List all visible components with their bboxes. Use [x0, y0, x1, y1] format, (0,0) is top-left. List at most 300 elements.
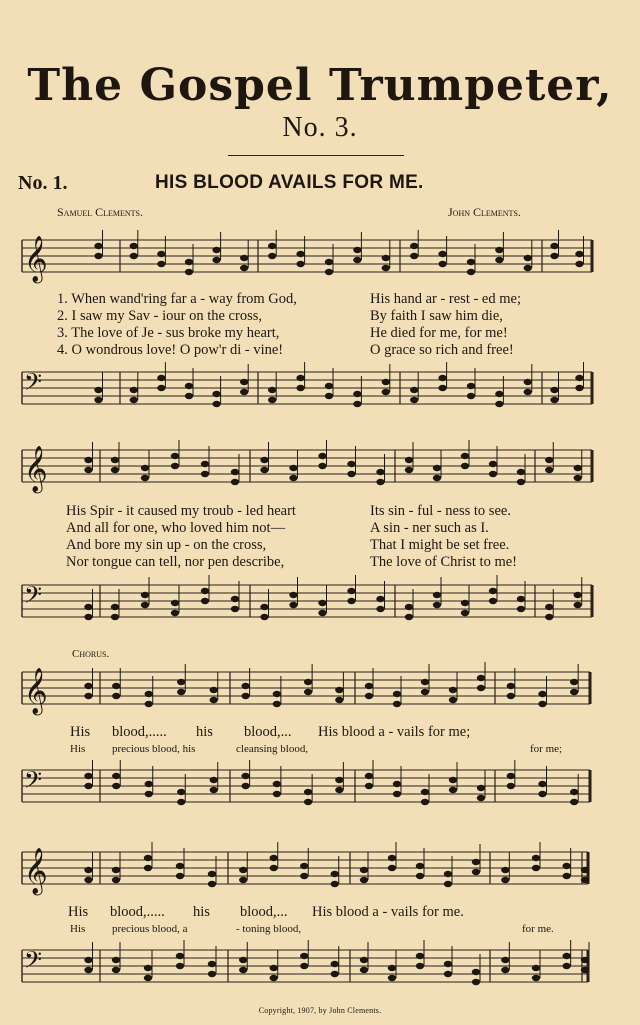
verse-3-line-2-a: And bore my sin up - on the cross, — [66, 537, 267, 553]
note-head — [472, 979, 480, 985]
chorus-line-2-c: his — [193, 904, 210, 920]
note-head — [517, 479, 525, 485]
chorus-line-1 — [0, 724, 640, 742]
bass-clef-icon: 𝄢 — [24, 368, 43, 401]
note-head — [239, 867, 247, 873]
note-head — [545, 467, 553, 473]
note-head — [185, 393, 193, 399]
note-head — [239, 877, 247, 883]
note-head — [84, 693, 92, 699]
chorus-line-1-a: His — [70, 724, 91, 740]
note-head — [289, 465, 297, 471]
note-head — [335, 697, 343, 703]
note-head — [201, 461, 209, 467]
note-head — [260, 604, 268, 610]
note-head — [171, 463, 179, 469]
note-head — [145, 791, 153, 797]
note-head — [570, 679, 578, 685]
note-head — [111, 604, 119, 610]
note-head — [393, 781, 401, 787]
note-head — [241, 693, 249, 699]
note-head — [376, 596, 384, 602]
note-head — [177, 689, 185, 695]
note-head — [477, 685, 485, 691]
chorus-alto-line-2-d: for me. — [522, 923, 554, 935]
note-head — [570, 689, 578, 695]
note-head — [176, 863, 184, 869]
note-head — [562, 873, 570, 879]
note-head — [335, 687, 343, 693]
note-head — [393, 791, 401, 797]
note-head — [296, 385, 304, 391]
chorus-line-1-e: His blood a - vails for me; — [318, 724, 471, 740]
verse-4-line-1 — [0, 342, 640, 360]
note-head — [112, 877, 120, 883]
note-head — [433, 465, 441, 471]
note-head — [449, 777, 457, 783]
note-head — [141, 602, 149, 608]
note-head — [388, 865, 396, 871]
note-head — [268, 397, 276, 403]
note-head — [388, 975, 396, 981]
note-head — [472, 869, 480, 875]
note-head — [157, 261, 165, 267]
note-head — [212, 391, 220, 397]
note-head — [240, 255, 248, 261]
note-head — [444, 871, 452, 877]
treble-staff-system-4 — [0, 842, 640, 902]
note-head — [574, 602, 582, 608]
note-head — [489, 471, 497, 477]
note-head — [410, 397, 418, 403]
note-head — [325, 393, 333, 399]
note-head — [260, 467, 268, 473]
note-head — [495, 257, 503, 263]
note-head — [335, 777, 343, 783]
note-head — [517, 469, 525, 475]
note-head — [438, 251, 446, 257]
note-head — [210, 697, 218, 703]
chorus-line-2-d: blood,... — [240, 904, 288, 920]
note-head — [382, 379, 390, 385]
note-head — [212, 257, 220, 263]
note-head — [208, 971, 216, 977]
treble-staff-system-1 — [0, 230, 640, 290]
note-head — [421, 799, 429, 805]
note-head — [144, 975, 152, 981]
treble-clef-icon: 𝄞 — [24, 848, 48, 894]
note-head — [524, 265, 532, 271]
chorus-line-2-a: His — [68, 904, 89, 920]
note-head — [208, 871, 216, 877]
note-head — [241, 683, 249, 689]
note-head — [410, 243, 418, 249]
note-head — [461, 610, 469, 616]
note-head — [241, 773, 249, 779]
note-head — [185, 269, 193, 275]
note-head — [273, 701, 281, 707]
note-head — [353, 257, 361, 263]
note-head — [260, 457, 268, 463]
note-head — [268, 253, 276, 259]
note-head — [325, 259, 333, 265]
note-head — [524, 255, 532, 261]
note-head — [208, 881, 216, 887]
note-head — [112, 967, 120, 973]
note-head — [347, 461, 355, 467]
note-head — [467, 383, 475, 389]
note-head — [157, 375, 165, 381]
note-head — [575, 251, 583, 257]
note-head — [550, 243, 558, 249]
note-head — [94, 397, 102, 403]
chorus-alto-line-2-b: precious blood, a — [112, 923, 188, 935]
note-head — [472, 969, 480, 975]
note-head — [273, 791, 281, 797]
note-head — [240, 379, 248, 385]
chorus-line-2-e: His blood a - vails for me. — [312, 904, 464, 920]
bass-clef-icon: 𝄢 — [24, 946, 43, 979]
note-head — [111, 614, 119, 620]
note-head — [382, 389, 390, 395]
note-head — [300, 863, 308, 869]
note-head — [501, 877, 509, 883]
note-head — [141, 592, 149, 598]
note-head — [84, 877, 92, 883]
note-head — [570, 789, 578, 795]
note-head — [270, 865, 278, 871]
note-head — [532, 865, 540, 871]
treble-clef-icon: 𝄞 — [24, 668, 48, 714]
chorus-label: Chorus. — [72, 648, 110, 660]
note-head — [176, 953, 184, 959]
note-head — [495, 247, 503, 253]
note-head — [177, 789, 185, 795]
note-head — [325, 269, 333, 275]
chorus-line-1-b: blood,..... — [112, 724, 167, 740]
note-head — [461, 463, 469, 469]
note-head — [260, 614, 268, 620]
note-head — [331, 961, 339, 967]
chorus-alto-line-2-c: - toning blood, — [236, 923, 302, 935]
note-head — [331, 881, 339, 887]
note-head — [347, 588, 355, 594]
note-head — [545, 614, 553, 620]
composer-credit: John Clements. — [448, 205, 521, 219]
note-head — [84, 773, 92, 779]
note-head — [545, 457, 553, 463]
note-head — [517, 606, 525, 612]
verse-3-line-2 — [0, 537, 640, 555]
note-head — [210, 777, 218, 783]
note-head — [130, 387, 138, 393]
verse-2-line-1-b: By faith I saw him die, — [370, 308, 503, 324]
treble-staff-system-3 — [0, 662, 640, 722]
note-head — [144, 855, 152, 861]
title-divider — [228, 155, 404, 156]
treble-staff-system-2 — [0, 440, 640, 500]
note-head — [84, 783, 92, 789]
note-head — [416, 863, 424, 869]
note-head — [289, 592, 297, 598]
note-head — [507, 693, 515, 699]
note-head — [550, 253, 558, 259]
note-head — [331, 971, 339, 977]
note-head — [574, 465, 582, 471]
note-head — [112, 693, 120, 699]
note-head — [416, 963, 424, 969]
verse-2-line-2 — [0, 520, 640, 538]
note-head — [353, 391, 361, 397]
bass-staff-system-2 — [0, 575, 640, 635]
note-head — [376, 479, 384, 485]
chorus-line-1-d: blood,... — [244, 724, 292, 740]
book-title: The Gospel Trumpeter, — [27, 60, 613, 111]
note-head — [145, 781, 153, 787]
note-head — [562, 863, 570, 869]
note-head — [84, 683, 92, 689]
note-head — [210, 687, 218, 693]
note-head — [495, 391, 503, 397]
note-head — [405, 467, 413, 473]
note-head — [240, 265, 248, 271]
note-head — [112, 957, 120, 963]
note-head — [231, 469, 239, 475]
note-head — [300, 873, 308, 879]
note-head — [318, 600, 326, 606]
note-head — [382, 255, 390, 261]
note-head — [300, 963, 308, 969]
note-head — [467, 259, 475, 265]
note-head — [575, 385, 583, 391]
note-head — [489, 461, 497, 467]
note-head — [157, 385, 165, 391]
verse-4-line-1-b: O grace so rich and free! — [370, 342, 514, 358]
note-head — [507, 683, 515, 689]
note-head — [538, 691, 546, 697]
note-head — [532, 975, 540, 981]
verse-1-line-2-a: His Spir - it caused my troub - led heart — [66, 503, 296, 519]
note-head — [393, 701, 401, 707]
note-head — [365, 783, 373, 789]
note-head — [449, 787, 457, 793]
note-head — [489, 598, 497, 604]
note-head — [575, 375, 583, 381]
note-head — [538, 701, 546, 707]
note-head — [467, 269, 475, 275]
note-head — [231, 596, 239, 602]
note-head — [111, 457, 119, 463]
verse-3-line-1 — [0, 325, 640, 343]
note-head — [550, 397, 558, 403]
note-head — [201, 588, 209, 594]
note-head — [289, 602, 297, 608]
note-head — [112, 773, 120, 779]
note-head — [365, 773, 373, 779]
verse-4-line-2-b: The love of Christ to me! — [370, 554, 517, 570]
note-head — [296, 261, 304, 267]
verse-3-line-2-b: That I might be set free. — [370, 537, 510, 553]
note-head — [438, 375, 446, 381]
note-head — [489, 588, 497, 594]
note-head — [477, 785, 485, 791]
note-head — [365, 693, 373, 699]
chorus-alto-line-1-c: cleansing blood, — [236, 743, 309, 755]
note-head — [444, 961, 452, 967]
note-head — [304, 799, 312, 805]
verse-1-line-1-b: His hand ar - rest - ed me; — [370, 291, 521, 307]
note-head — [318, 610, 326, 616]
note-head — [405, 457, 413, 463]
note-head — [171, 610, 179, 616]
note-head — [318, 463, 326, 469]
verse-2-line-2-a: And all for one, who loved him not— — [66, 520, 286, 536]
bass-staff-system-4 — [0, 940, 640, 1000]
chorus-alto-line-1 — [0, 743, 640, 761]
note-head — [570, 799, 578, 805]
note-head — [393, 691, 401, 697]
note-head — [94, 387, 102, 393]
note-head — [574, 475, 582, 481]
note-head — [501, 967, 509, 973]
note-head — [111, 467, 119, 473]
note-head — [84, 867, 92, 873]
note-head — [532, 965, 540, 971]
treble-clef-icon: 𝄞 — [24, 446, 48, 492]
note-head — [524, 389, 532, 395]
note-head — [376, 469, 384, 475]
note-head — [388, 965, 396, 971]
chorus-alto-line-1-a: His — [70, 743, 86, 755]
note-head — [438, 385, 446, 391]
note-head — [382, 265, 390, 271]
note-head — [472, 859, 480, 865]
note-head — [461, 600, 469, 606]
note-head — [176, 873, 184, 879]
note-head — [365, 683, 373, 689]
note-head — [360, 967, 368, 973]
note-head — [405, 604, 413, 610]
note-head — [581, 867, 589, 873]
note-head — [501, 957, 509, 963]
note-head — [433, 602, 441, 608]
verse-4-line-1-a: 4. O wondrous love! O pow'r di - vine! — [57, 342, 284, 358]
copyright-notice: Copyright, 1907, by John Clements. — [258, 1006, 382, 1015]
note-head — [130, 243, 138, 249]
note-head — [477, 675, 485, 681]
bass-clef-icon: 𝄢 — [24, 581, 43, 614]
note-head — [353, 401, 361, 407]
note-head — [144, 865, 152, 871]
note-head — [562, 953, 570, 959]
note-head — [405, 614, 413, 620]
note-head — [550, 387, 558, 393]
note-head — [449, 697, 457, 703]
note-head — [112, 783, 120, 789]
note-head — [449, 687, 457, 693]
hymn-number: No. 1. — [18, 172, 68, 194]
note-head — [171, 600, 179, 606]
note-head — [461, 453, 469, 459]
note-head — [360, 957, 368, 963]
note-head — [517, 596, 525, 602]
note-head — [231, 606, 239, 612]
note-head — [240, 389, 248, 395]
note-head — [145, 691, 153, 697]
note-head — [270, 855, 278, 861]
note-head — [84, 614, 92, 620]
note-head — [360, 867, 368, 873]
note-head — [201, 598, 209, 604]
note-head — [581, 967, 589, 973]
chorus-line-1-c: his — [196, 724, 213, 740]
note-head — [84, 457, 92, 463]
note-head — [141, 465, 149, 471]
note-head — [433, 592, 441, 598]
note-head — [84, 967, 92, 973]
note-head — [444, 971, 452, 977]
chorus-alto-line-1-b: precious blood, his — [112, 743, 196, 755]
note-head — [268, 387, 276, 393]
note-head — [185, 383, 193, 389]
note-head — [562, 963, 570, 969]
note-head — [360, 877, 368, 883]
note-head — [304, 679, 312, 685]
note-head — [141, 475, 149, 481]
verse-1-line-1 — [0, 291, 640, 309]
note-head — [273, 781, 281, 787]
note-head — [376, 606, 384, 612]
note-head — [574, 592, 582, 598]
hymn-title: HIS BLOOD AVAILS FOR ME. — [155, 172, 424, 193]
note-head — [273, 691, 281, 697]
note-head — [467, 393, 475, 399]
note-head — [296, 251, 304, 257]
note-head — [421, 789, 429, 795]
note-head — [524, 379, 532, 385]
verse-4-line-2 — [0, 554, 640, 572]
note-head — [501, 867, 509, 873]
note-head — [507, 773, 515, 779]
chorus-line-2-b: blood,..... — [110, 904, 165, 920]
chorus-alto-line-2-a: His — [70, 923, 86, 935]
note-head — [94, 243, 102, 249]
note-head — [477, 795, 485, 801]
note-head — [112, 867, 120, 873]
note-head — [538, 791, 546, 797]
chorus-alto-line-1-d: for me; — [530, 743, 563, 755]
note-head — [208, 961, 216, 967]
note-head — [185, 259, 193, 265]
note-head — [495, 401, 503, 407]
note-head — [210, 787, 218, 793]
verse-1-line-1-a: 1. When wand'ring far a - way from God, — [57, 291, 297, 307]
note-head — [353, 247, 361, 253]
note-head — [325, 383, 333, 389]
lyricist-credit: Samuel Clements. — [57, 205, 144, 219]
note-head — [410, 387, 418, 393]
note-head — [416, 873, 424, 879]
note-head — [268, 243, 276, 249]
note-head — [270, 975, 278, 981]
bass-clef-icon: 𝄢 — [24, 766, 43, 799]
note-head — [532, 855, 540, 861]
note-head — [304, 789, 312, 795]
note-head — [581, 957, 589, 963]
note-head — [331, 871, 339, 877]
note-head — [433, 475, 441, 481]
note-head — [538, 781, 546, 787]
